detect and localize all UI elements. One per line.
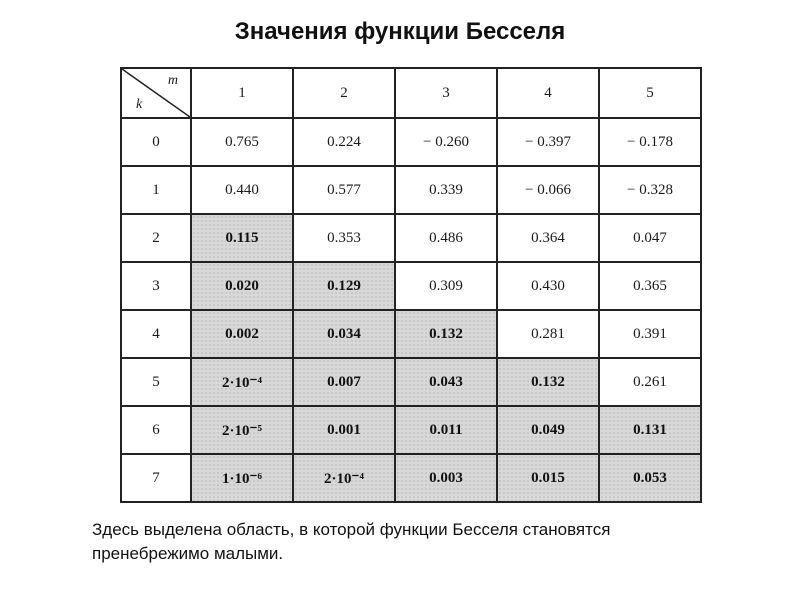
m-header: 2 xyxy=(293,68,395,118)
negligible-value-cell: 0.115 xyxy=(191,214,293,262)
corner-k-label: k xyxy=(136,97,143,112)
value-cell: 0.309 xyxy=(395,262,497,310)
k-value-cell: 2 xyxy=(121,214,191,262)
value-cell: − 0.178 xyxy=(599,118,701,166)
m-header: 5 xyxy=(599,68,701,118)
value-cell: 0.765 xyxy=(191,118,293,166)
value-cell: − 0.328 xyxy=(599,166,701,214)
value-cell: 0.261 xyxy=(599,358,701,406)
value-cell: 0.364 xyxy=(497,214,599,262)
negligible-value-cell: 0.002 xyxy=(191,310,293,358)
value-cell: 0.281 xyxy=(497,310,599,358)
bessel-values-table xyxy=(120,67,702,503)
k-value-cell: 4 xyxy=(121,310,191,358)
corner-diagonal xyxy=(122,69,190,117)
negligible-value-cell: 0.015 xyxy=(497,454,599,502)
k-value-cell: 3 xyxy=(121,262,191,310)
value-cell: 0.391 xyxy=(599,310,701,358)
negligible-value-cell: 0.049 xyxy=(497,406,599,454)
k-value-cell: 5 xyxy=(121,358,191,406)
table-row xyxy=(121,406,701,454)
negligible-value-cell: 2·10⁻⁴ xyxy=(293,454,395,502)
value-cell: 0.224 xyxy=(293,118,395,166)
page-title: Значения функции Бесселя xyxy=(234,18,566,45)
value-cell: − 0.066 xyxy=(497,166,599,214)
negligible-value-cell: 0.129 xyxy=(293,262,395,310)
value-cell: 0.047 xyxy=(599,214,701,262)
table-row xyxy=(121,262,701,310)
m-header: 1 xyxy=(191,68,293,118)
table-body xyxy=(121,118,701,502)
table-row xyxy=(121,214,701,262)
caption: Здесь выделена область, в которой функции Бесселя становятся пренебрежимо малыми. xyxy=(92,520,611,563)
negligible-value-cell: 0.034 xyxy=(293,310,395,358)
negligible-value-cell: 0.132 xyxy=(497,358,599,406)
k-value-cell: 7 xyxy=(121,454,191,502)
m-header: 4 xyxy=(497,68,599,118)
negligible-value-cell: 0.001 xyxy=(293,406,395,454)
negligible-value-cell: 0.131 xyxy=(599,406,701,454)
negligible-value-cell: 0.007 xyxy=(293,358,395,406)
header-row xyxy=(121,68,701,118)
k-value-cell: 6 xyxy=(121,406,191,454)
value-cell: 0.353 xyxy=(293,214,395,262)
value-cell: − 0.397 xyxy=(497,118,599,166)
negligible-value-cell: 0.053 xyxy=(599,454,701,502)
negligible-value-cell: 0.011 xyxy=(395,406,497,454)
negligible-value-cell: 0.003 xyxy=(395,454,497,502)
negligible-value-cell: 0.132 xyxy=(395,310,497,358)
value-cell: 0.339 xyxy=(395,166,497,214)
negligible-value-cell: 2·10⁻⁵ xyxy=(191,406,293,454)
value-cell: 0.440 xyxy=(191,166,293,214)
k-value-cell: 1 xyxy=(121,166,191,214)
table-row xyxy=(121,310,701,358)
value-cell: 0.577 xyxy=(293,166,395,214)
table-row xyxy=(121,118,701,166)
k-value-cell: 0 xyxy=(121,118,191,166)
negligible-value-cell: 0.043 xyxy=(395,358,497,406)
m-header: 3 xyxy=(395,68,497,118)
value-cell: − 0.260 xyxy=(395,118,497,166)
corner-m-label: m xyxy=(167,73,178,88)
value-cell: 0.365 xyxy=(599,262,701,310)
value-cell: 0.486 xyxy=(395,214,497,262)
negligible-value-cell: 1·10⁻⁶ xyxy=(191,454,293,502)
table-row xyxy=(121,166,701,214)
table-row xyxy=(121,454,701,502)
negligible-value-cell: 0.020 xyxy=(191,262,293,310)
negligible-value-cell: 2·10⁻⁴ xyxy=(191,358,293,406)
value-cell: 0.430 xyxy=(497,262,599,310)
corner-cell xyxy=(121,68,191,118)
table-row xyxy=(121,358,701,406)
